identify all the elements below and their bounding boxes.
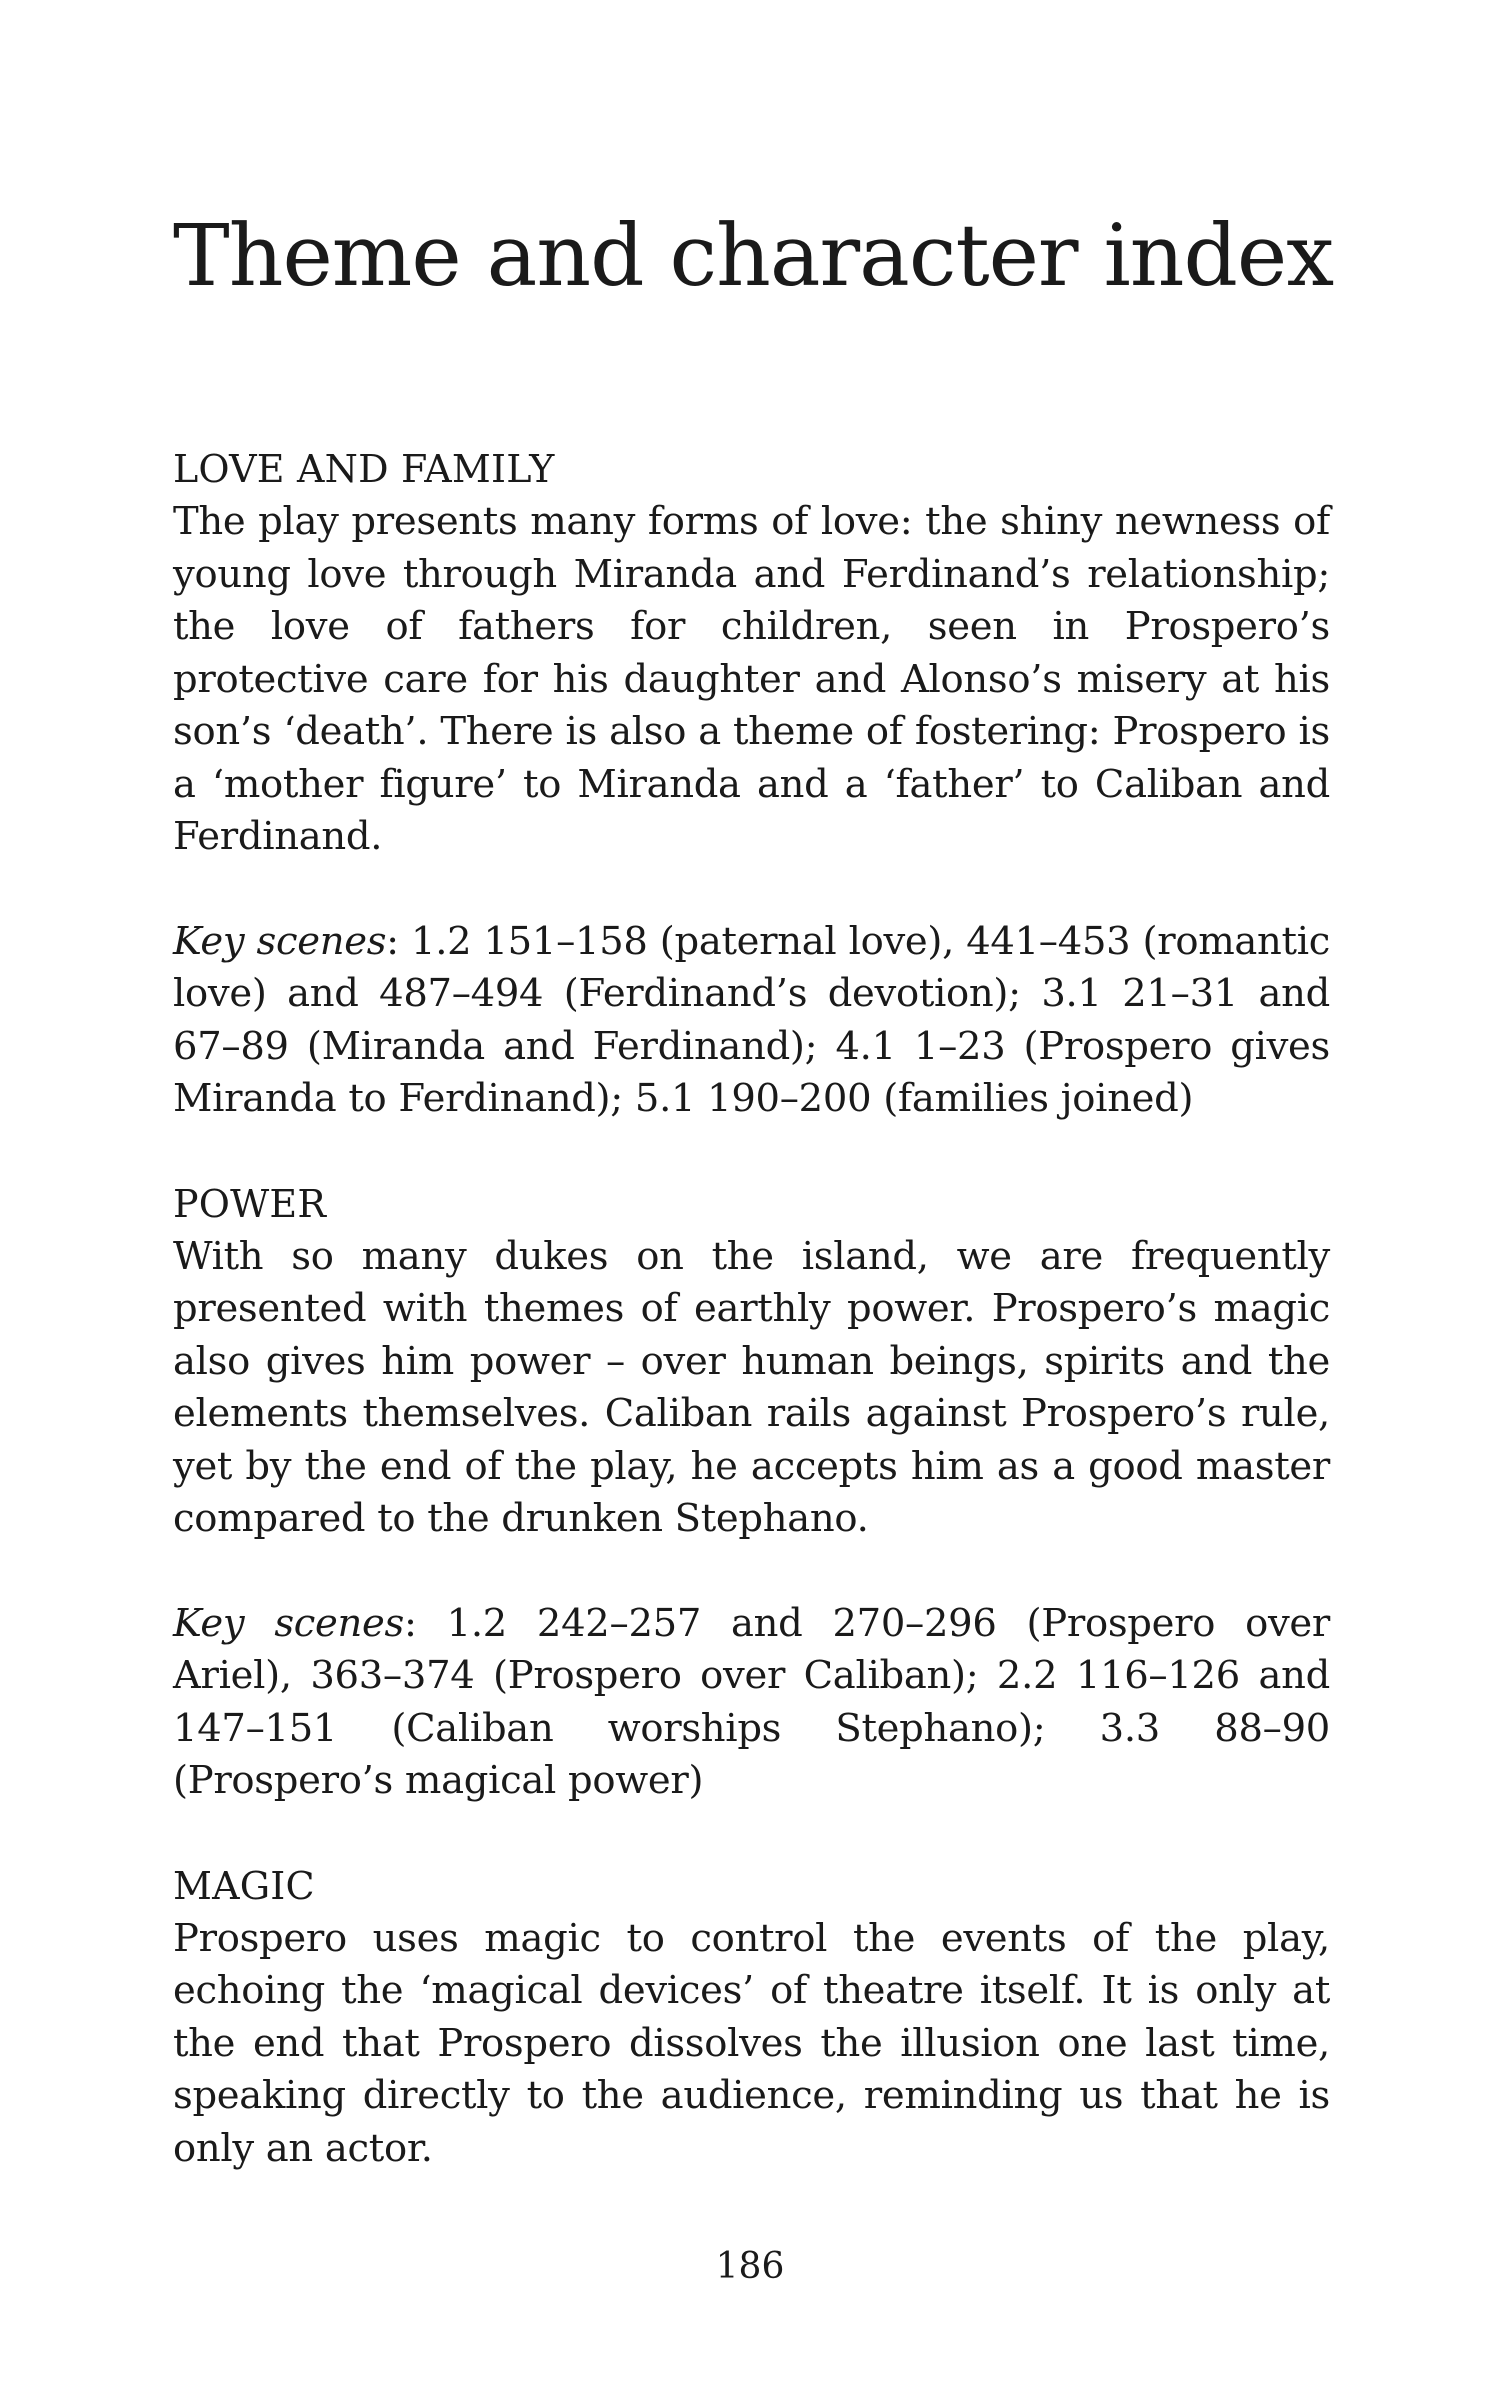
key-scenes-label: Key scenes [173,918,387,964]
key-scenes-label: Key scenes [173,1600,404,1646]
section-heading: POWER [173,1181,327,1226]
section-heading: MAGIC [173,1863,315,1908]
section-body: With so many dukes on the island, we are frequently presented with themes of earthly power. Prospero’s magic also gives him power – over human beings, spirits and the elements themselves. Caliban rails against Prospero’s rule, yet by the end of the play, he accepts him as a good master compared to the drunken Stephano. [173,1233,1330,1541]
section-heading: LOVE AND FAMILY [173,447,555,491]
key-scenes-text: : 1.2 242–257 and 270–296 (Prospero over Ariel), 363–374 (Prospero over Caliban); 2.2 116–126 and 147–151 (Caliban worships Stephano); 3.3 88–90 (Prospero’s magical power) [173,1600,1331,1803]
section-body: Prospero uses magic to control the events of the play, echoing the ‘magical devices’ of theatre itself. It is only at the end that Prospero dissolves the illusion one last time, speaking directly to the audience, reminding us that he is only an actor. [173,1915,1330,2171]
section-magic [173,1860,1330,2176]
section-body: The play presents many forms of love: the shiny newness of young love through Miranda and Ferdinand’s relationship; the love of fathers for children, seen in Prospero’s protective care for his daughter and Alonso’s misery at his son’s ‘death’. There is also a theme of fostering: Prospero is a ‘mother figure’ to Miranda and a ‘father’ to Caliban and Ferdinand. [173,499,1330,859]
page-number: 186 [715,2246,785,2287]
key-scenes [173,1598,1330,1808]
key-scenes [173,916,1330,1126]
section-love-and-family [173,443,1330,1126]
page-title: Theme and character index [173,207,1334,306]
key-scenes-text: : 1.2 151–158 (paternal love), 441–453 (romantic love) and 487–494 (Ferdinand’s devotion); 3.1 21–31 and 67–89 (Miranda and Ferdinand); 4.1 1–23 (Prospero gives Miranda to Ferdinand); 5.1 190–200 (families joined) [173,918,1330,1121]
index-content [173,443,1330,2175]
section-power [173,1178,1330,1808]
